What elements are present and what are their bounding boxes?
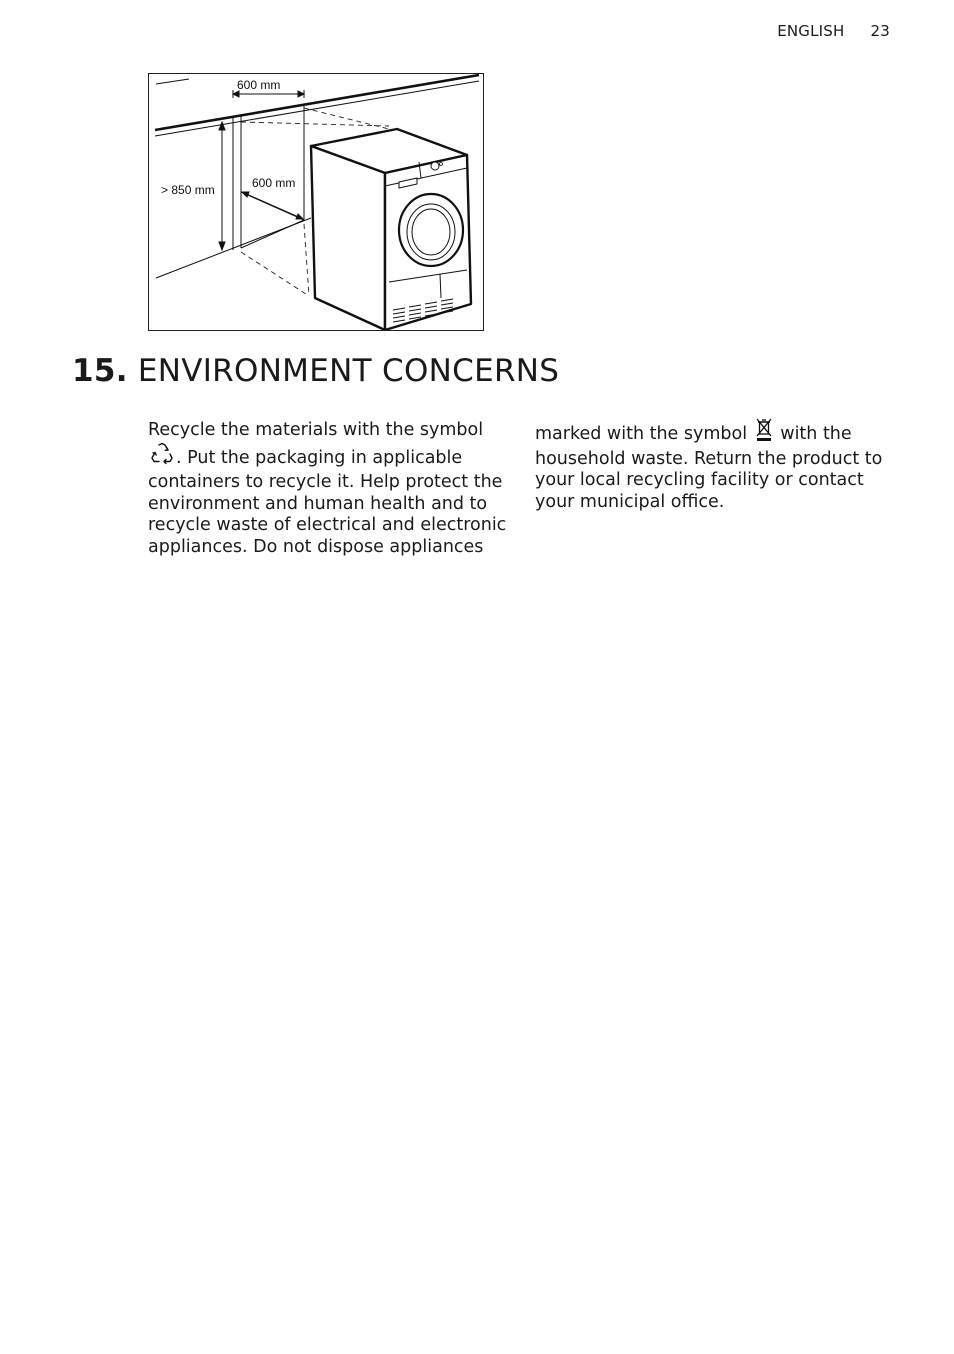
header-language: ENGLISH <box>777 22 845 40</box>
installation-drawing <box>149 74 483 330</box>
body-text: Recycle the materials with the symbol <box>148 420 484 440</box>
running-header <box>777 22 890 40</box>
section-title: ENVIRONMENT CONCERNS <box>137 353 560 389</box>
body-text: with the household waste. Return the product to your local recycling facility or contact your municipal office. <box>535 424 883 512</box>
header-page-number: 23 <box>870 22 890 40</box>
depth-label: 600 mm <box>252 176 296 190</box>
width-label: 600 mm <box>237 78 281 92</box>
depth-dimension <box>242 192 303 219</box>
height-label: > 850 mm <box>161 183 215 197</box>
recycle-icon <box>150 442 174 473</box>
installation-figure <box>148 73 484 331</box>
body-text: marked with the symbol <box>535 424 748 444</box>
body-column-right <box>535 418 887 513</box>
countertop-lines <box>155 75 479 136</box>
height-dimension <box>219 122 225 250</box>
section-heading <box>72 353 559 389</box>
body-text: . Put the packaging in applicable containers to recycle it. Help protect the environment and human health and to recycle waste of electrical and electronic appliances. Do not dispose appliances <box>148 447 507 557</box>
crossed-out-bin-icon <box>755 418 773 449</box>
section-number: 15. <box>72 353 128 389</box>
body-column-left <box>148 420 510 559</box>
